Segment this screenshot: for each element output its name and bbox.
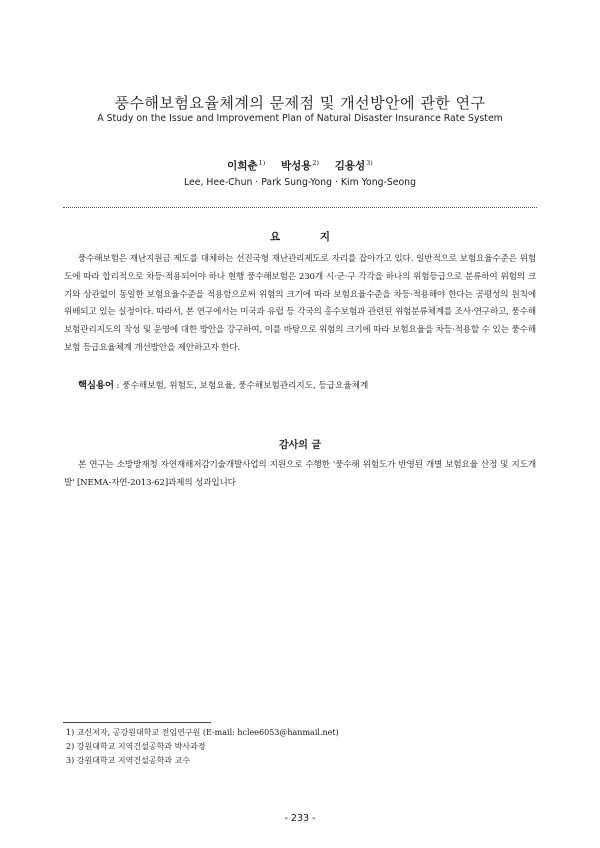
author-1	[227, 160, 265, 172]
footnote-2: 2) 강원대학교 지역건설공학과 박사과정	[66, 742, 206, 751]
acknowledgement-heading: 감사의 글	[278, 440, 322, 451]
author-3	[335, 160, 373, 172]
keywords-terms: 풍수해보험, 위험도, 보험요율, 풍수해보험관리지도, 등급요율체계	[122, 381, 369, 391]
author-2-name: 박성용	[280, 160, 312, 172]
section-divider	[63, 207, 537, 208]
authors-korean	[0, 158, 600, 173]
abstract-heading: 요 지	[270, 231, 348, 243]
author-3-mark: 3)	[366, 159, 373, 167]
page-number: - 233 -	[284, 813, 316, 824]
abstract-body: 풍수해보험은 재난지원금 제도를 대체하는 선진국형 재난관리제도로 자리를 잡아가고 있다. 일반적으로 보험요율수준은 위험도에 따라 합리적으로 차등·적용되어야 하나 현행 풍수해보험은 230개 시·군·구 각각을 하나의 위험등급으로 분류하여 위험의 크기와 상관없이 동일한 보험요율수준을 적용함으로써 위험의 크기에 따라 보험요율수준을 차등·적용해야 한다는 공평성의 원칙에 위배되고 있는 실정이다. 따라서, 본 연구에서는 미국과 유럽 등 각국의 홍수보험과 관련된 위험분류체계를 조사·연구하고, 풍수해보험관리지도의 작성 및 운영에 대한 방안을 강구하여, 이를 바탕으로 위험의 크기에 따라 보험요율을 차등·적용할 수 있는 풍수해보험 등급요율체계 개선방안을 제안하고자 한다.	[64, 254, 536, 353]
authors-english: Lee, Hee-Chun · Park Sung-Yong · Kim Yong-Seong	[184, 177, 416, 188]
keywords-label: 핵심용어	[78, 380, 114, 391]
author-1-mark: 1)	[258, 159, 266, 167]
footnote-rule	[63, 722, 211, 723]
keywords	[78, 379, 538, 393]
author-2	[281, 160, 319, 172]
author-3-name: 김용성	[334, 160, 366, 172]
footnote-1: 1) 교신저자, 공강원대학교 전임연구원 (E-mail: hclee6053@hanmail.net)	[66, 728, 339, 737]
title-korean: 풍수해보험요율체계의 문제점 및 개선방안에 관한 연구	[114, 94, 486, 112]
footnotes	[66, 726, 536, 768]
title-english: A Study on the Issue and Improvement Plan of Natural Disaster Insurance Rate System	[97, 113, 503, 124]
footnote-3: 3) 강원대학교 지역건설공학과 교수	[66, 756, 191, 765]
acknowledgement-body: 본 연구는 소방방재청 자연재해저감기술개발사업의 지원으로 수행한 '풍수해 위험도가 반영된 개별 보험요율 산정 및 지도개발' [NEMA-자연-2013-62]과제의 성과입니다	[64, 460, 536, 488]
author-1-name: 이희춘	[227, 160, 258, 172]
author-2-mark: 2)	[312, 159, 320, 167]
keywords-separator: :	[113, 381, 123, 391]
